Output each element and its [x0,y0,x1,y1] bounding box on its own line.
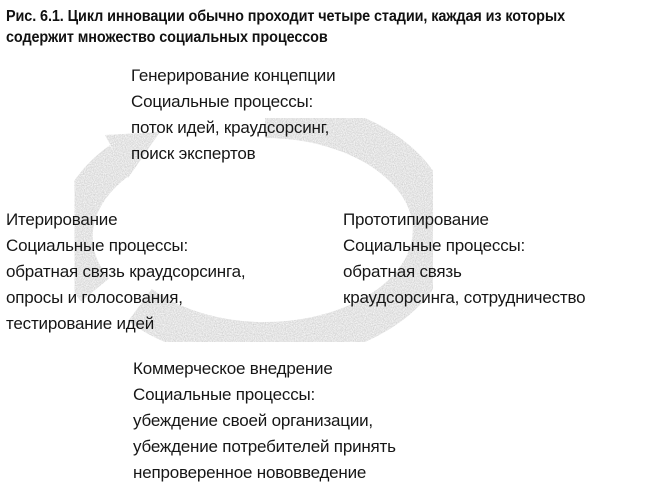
stage-process-line: поток идей, краудсорсинг, [131,118,330,137]
stage-process-line: убеждение своей организации, [133,411,373,430]
stage-process-label: Социальные процессы: [6,236,189,255]
stage-process-line: обратная связь краудсорсинга, [6,262,246,281]
stage-process-line: убеждение потребителей принять [133,437,396,456]
stage-title: Прототипирование [343,210,489,229]
stage-process-line: краудсорсинга, сотрудничество [343,288,586,307]
stage-prototyping [343,207,585,311]
stage-process-label: Социальные процессы: [133,385,316,404]
caption-line-1: Рис. 6.1. Цикл инновации обычно проходит четыре стадии, каждая из которых [6,8,566,25]
stage-process-line: тестирование идей [6,314,155,333]
caption-line-2: содержит множество социальных процессов [6,29,328,46]
stage-title: Итерирование [6,210,118,229]
stage-title: Коммерческое внедрение [133,359,333,378]
stage-process-line: опросы и голосования, [6,288,183,307]
stage-process-line: поиск экспертов [131,144,256,163]
stage-commercialization [133,356,396,486]
stage-concept-generation [131,63,335,167]
stage-process-line: обратная связь [343,262,462,281]
stage-iteration [6,207,245,337]
stage-title: Генерирование концепции [131,66,336,85]
stage-process-label: Социальные процессы: [343,236,526,255]
stage-process-label: Социальные процессы: [131,92,314,111]
stage-process-line: непроверенное нововведение [133,463,367,482]
